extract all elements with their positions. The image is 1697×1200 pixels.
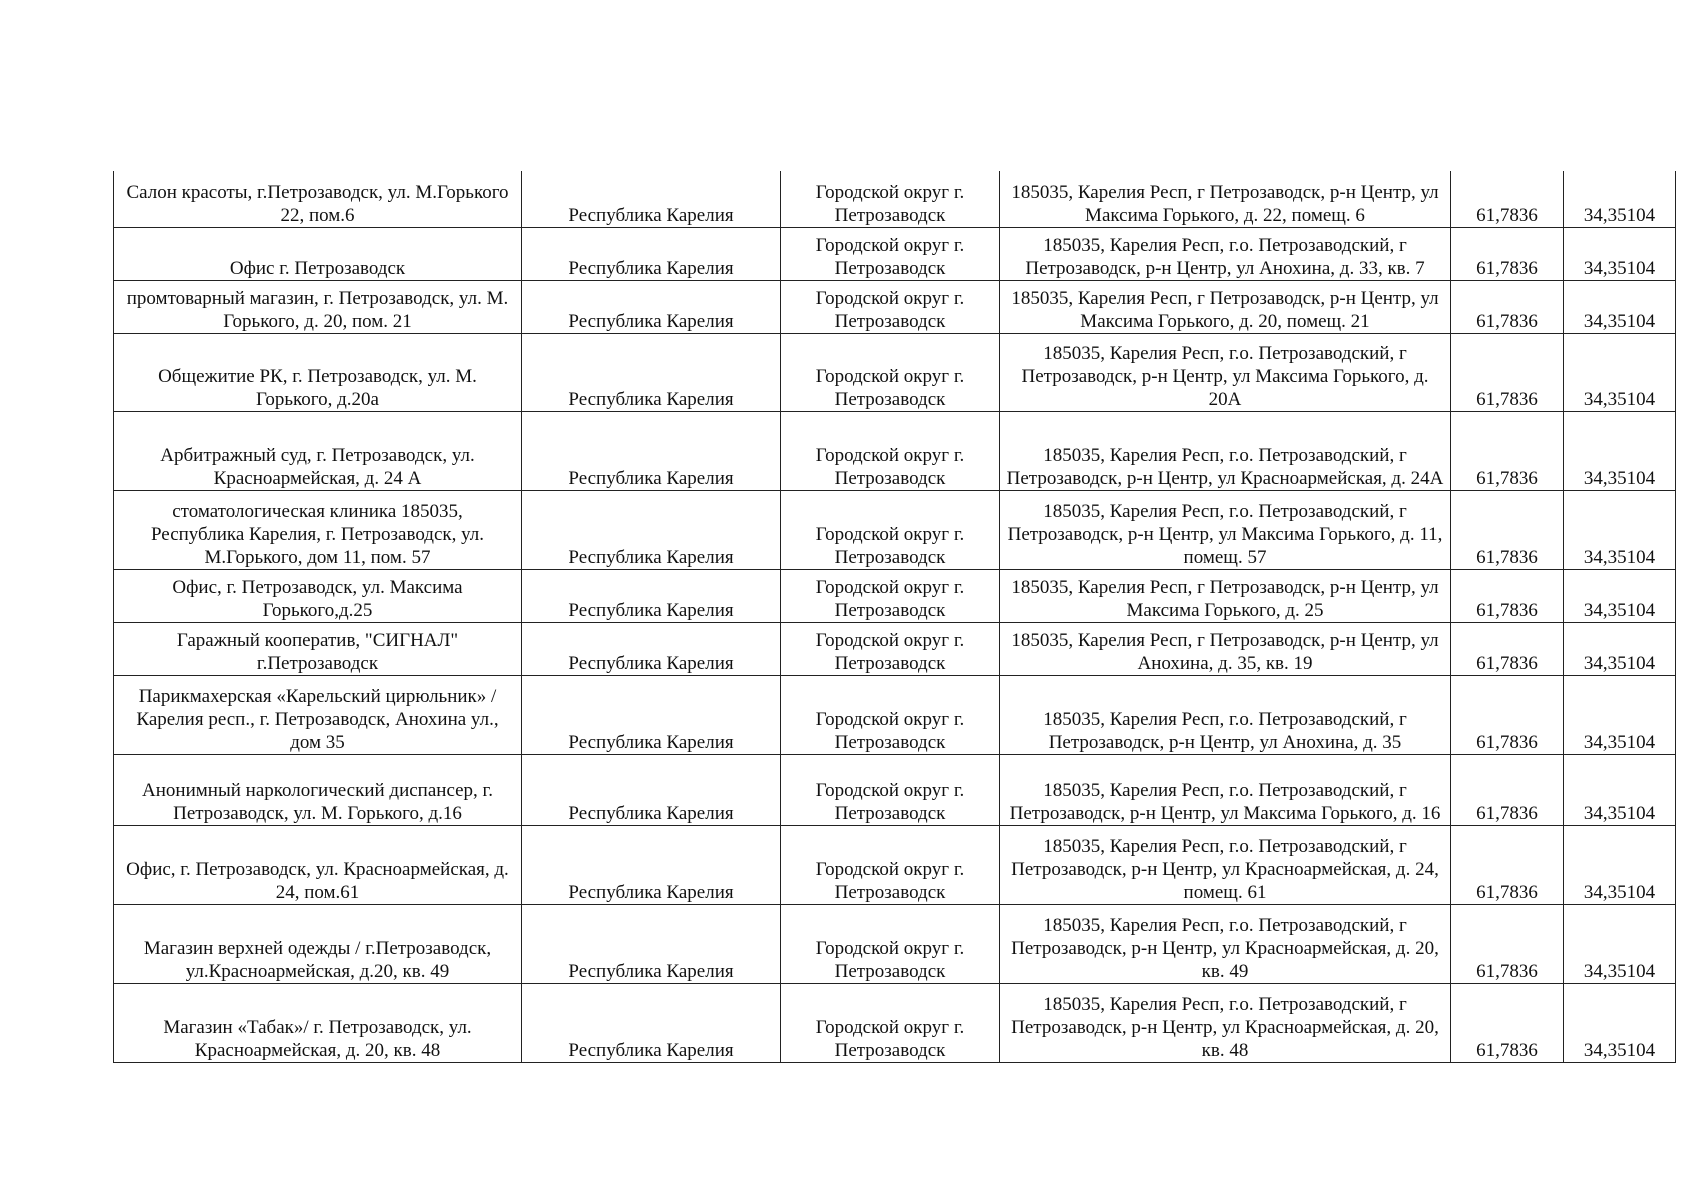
- address-cell: 185035, Карелия Респ, г.о. Петрозаводский, г Петрозаводск, р-н Центр, ул Красноармейская, д. 20, кв. 48: [1000, 983, 1451, 1062]
- region-cell: Республика Карелия: [522, 227, 781, 280]
- municipality-cell: Городской округ г. Петрозаводск: [781, 227, 1000, 280]
- address-cell: 185035, Карелия Респ, г.о. Петрозаводский, г Петрозаводск, р-н Центр, ул Анохина, д. 35: [1000, 675, 1451, 754]
- longitude-cell: 34,35104: [1564, 825, 1676, 904]
- municipality-cell: Городской округ г. Петрозаводск: [781, 904, 1000, 983]
- object-name-cell: Офис г. Петрозаводск: [114, 227, 522, 280]
- municipality-cell: Городской округ г. Петрозаводск: [781, 622, 1000, 675]
- object-name-cell: Парикмахерская «Карельский цирюльник» / Карелия респ., г. Петрозаводск, Анохина ул., дом 35: [114, 675, 522, 754]
- object-name-cell: стоматологическая клиника 185035, Республика Карелия, г. Петрозаводск, ул. М.Горького, дом 11, пом. 57: [114, 490, 522, 569]
- municipality-cell: Городской округ г. Петрозаводск: [781, 754, 1000, 825]
- address-cell: 185035, Карелия Респ, г.о. Петрозаводский, г Петрозаводск, р-н Центр, ул Красноармейская, д. 20, кв. 49: [1000, 904, 1451, 983]
- address-cell: 185035, Карелия Респ, г Петрозаводск, р-н Центр, ул Максима Горького, д. 25: [1000, 569, 1451, 622]
- table-row: [114, 333, 1676, 411]
- region-cell: Республика Карелия: [522, 825, 781, 904]
- object-name-cell: Магазин верхней одежды / г.Петрозаводск, ул.Красноармейская, д.20, кв. 49: [114, 904, 522, 983]
- latitude-cell: 61,7836: [1451, 333, 1564, 411]
- longitude-cell: 34,35104: [1564, 569, 1676, 622]
- latitude-cell: 61,7836: [1451, 904, 1564, 983]
- table-row: [114, 569, 1676, 622]
- latitude-cell: 61,7836: [1451, 622, 1564, 675]
- address-registry-table: [113, 171, 1676, 1063]
- longitude-cell: 34,35104: [1564, 754, 1676, 825]
- municipality-cell: Городской округ г. Петрозаводск: [781, 333, 1000, 411]
- object-name-cell: Гаражный кооператив, "СИГНАЛ" г.Петрозаводск: [114, 622, 522, 675]
- latitude-cell: 61,7836: [1451, 227, 1564, 280]
- object-name-cell: Общежитие РК, г. Петрозаводск, ул. М. Горького, д.20а: [114, 333, 522, 411]
- latitude-cell: 61,7836: [1451, 171, 1564, 227]
- region-cell: Республика Карелия: [522, 280, 781, 333]
- municipality-cell: Городской округ г. Петрозаводск: [781, 983, 1000, 1062]
- table-row: [114, 622, 1676, 675]
- address-cell: 185035, Карелия Респ, г.о. Петрозаводский, г Петрозаводск, р-н Центр, ул Максима Горького, д. 16: [1000, 754, 1451, 825]
- latitude-cell: 61,7836: [1451, 411, 1564, 490]
- region-cell: Республика Карелия: [522, 490, 781, 569]
- municipality-cell: Городской округ г. Петрозаводск: [781, 411, 1000, 490]
- address-cell: 185035, Карелия Респ, г.о. Петрозаводский, г Петрозаводск, р-н Центр, ул Красноармейская, д. 24, помещ. 61: [1000, 825, 1451, 904]
- longitude-cell: 34,35104: [1564, 622, 1676, 675]
- region-cell: Республика Карелия: [522, 754, 781, 825]
- table-row: [114, 675, 1676, 754]
- region-cell: Республика Карелия: [522, 675, 781, 754]
- municipality-cell: Городской округ г. Петрозаводск: [781, 675, 1000, 754]
- municipality-cell: Городской округ г. Петрозаводск: [781, 490, 1000, 569]
- object-name-cell: Магазин «Табак»/ г. Петрозаводск, ул. Красноармейская, д. 20, кв. 48: [114, 983, 522, 1062]
- municipality-cell: Городской округ г. Петрозаводск: [781, 825, 1000, 904]
- address-cell: 185035, Карелия Респ, г.о. Петрозаводский, г Петрозаводск, р-н Центр, ул Максима Горького, д. 20А: [1000, 333, 1451, 411]
- longitude-cell: 34,35104: [1564, 490, 1676, 569]
- table-row: [114, 983, 1676, 1062]
- table-row: [114, 825, 1676, 904]
- table-row: [114, 490, 1676, 569]
- address-cell: 185035, Карелия Респ, г.о. Петрозаводский, г Петрозаводск, р-н Центр, ул Максима Горького, д. 11, помещ. 57: [1000, 490, 1451, 569]
- longitude-cell: 34,35104: [1564, 333, 1676, 411]
- longitude-cell: 34,35104: [1564, 904, 1676, 983]
- object-name-cell: Офис, г. Петрозаводск, ул. Максима Горького,д.25: [114, 569, 522, 622]
- longitude-cell: 34,35104: [1564, 227, 1676, 280]
- address-cell: 185035, Карелия Респ, г Петрозаводск, р-н Центр, ул Анохина, д. 35, кв. 19: [1000, 622, 1451, 675]
- latitude-cell: 61,7836: [1451, 490, 1564, 569]
- longitude-cell: 34,35104: [1564, 280, 1676, 333]
- longitude-cell: 34,35104: [1564, 983, 1676, 1062]
- table-row: [114, 411, 1676, 490]
- latitude-cell: 61,7836: [1451, 675, 1564, 754]
- object-name-cell: Офис, г. Петрозаводск, ул. Красноармейская, д. 24, пом.61: [114, 825, 522, 904]
- latitude-cell: 61,7836: [1451, 825, 1564, 904]
- address-cell: 185035, Карелия Респ, г.о. Петрозаводский, г Петрозаводск, р-н Центр, ул Анохина, д. 33, кв. 7: [1000, 227, 1451, 280]
- address-cell: 185035, Карелия Респ, г.о. Петрозаводский, г Петрозаводск, р-н Центр, ул Красноармейская, д. 24А: [1000, 411, 1451, 490]
- region-cell: Республика Карелия: [522, 411, 781, 490]
- table-row: [114, 227, 1676, 280]
- latitude-cell: 61,7836: [1451, 754, 1564, 825]
- latitude-cell: 61,7836: [1451, 983, 1564, 1062]
- latitude-cell: 61,7836: [1451, 569, 1564, 622]
- address-cell: 185035, Карелия Респ, г Петрозаводск, р-н Центр, ул Максима Горького, д. 22, помещ. 6: [1000, 171, 1451, 227]
- longitude-cell: 34,35104: [1564, 675, 1676, 754]
- object-name-cell: Анонимный наркологический диспансер, г. Петрозаводск, ул. М. Горького, д.16: [114, 754, 522, 825]
- object-name-cell: Арбитражный суд, г. Петрозаводск, ул. Красноармейская, д. 24 А: [114, 411, 522, 490]
- region-cell: Республика Карелия: [522, 333, 781, 411]
- longitude-cell: 34,35104: [1564, 171, 1676, 227]
- region-cell: Республика Карелия: [522, 622, 781, 675]
- municipality-cell: Городской округ г. Петрозаводск: [781, 280, 1000, 333]
- municipality-cell: Городской округ г. Петрозаводск: [781, 171, 1000, 227]
- table-row: [114, 904, 1676, 983]
- table-row: [114, 171, 1676, 227]
- longitude-cell: 34,35104: [1564, 411, 1676, 490]
- latitude-cell: 61,7836: [1451, 280, 1564, 333]
- table-row: [114, 280, 1676, 333]
- table-body: [114, 171, 1676, 1062]
- object-name-cell: промтоварный магазин, г. Петрозаводск, ул. М. Горького, д. 20, пом. 21: [114, 280, 522, 333]
- object-name-cell: Салон красоты, г.Петрозаводск, ул. М.Горького 22, пом.6: [114, 171, 522, 227]
- table-row: [114, 754, 1676, 825]
- region-cell: Республика Карелия: [522, 983, 781, 1062]
- address-cell: 185035, Карелия Респ, г Петрозаводск, р-н Центр, ул Максима Горького, д. 20, помещ. 21: [1000, 280, 1451, 333]
- municipality-cell: Городской округ г. Петрозаводск: [781, 569, 1000, 622]
- region-cell: Республика Карелия: [522, 904, 781, 983]
- region-cell: Республика Карелия: [522, 569, 781, 622]
- region-cell: Республика Карелия: [522, 171, 781, 227]
